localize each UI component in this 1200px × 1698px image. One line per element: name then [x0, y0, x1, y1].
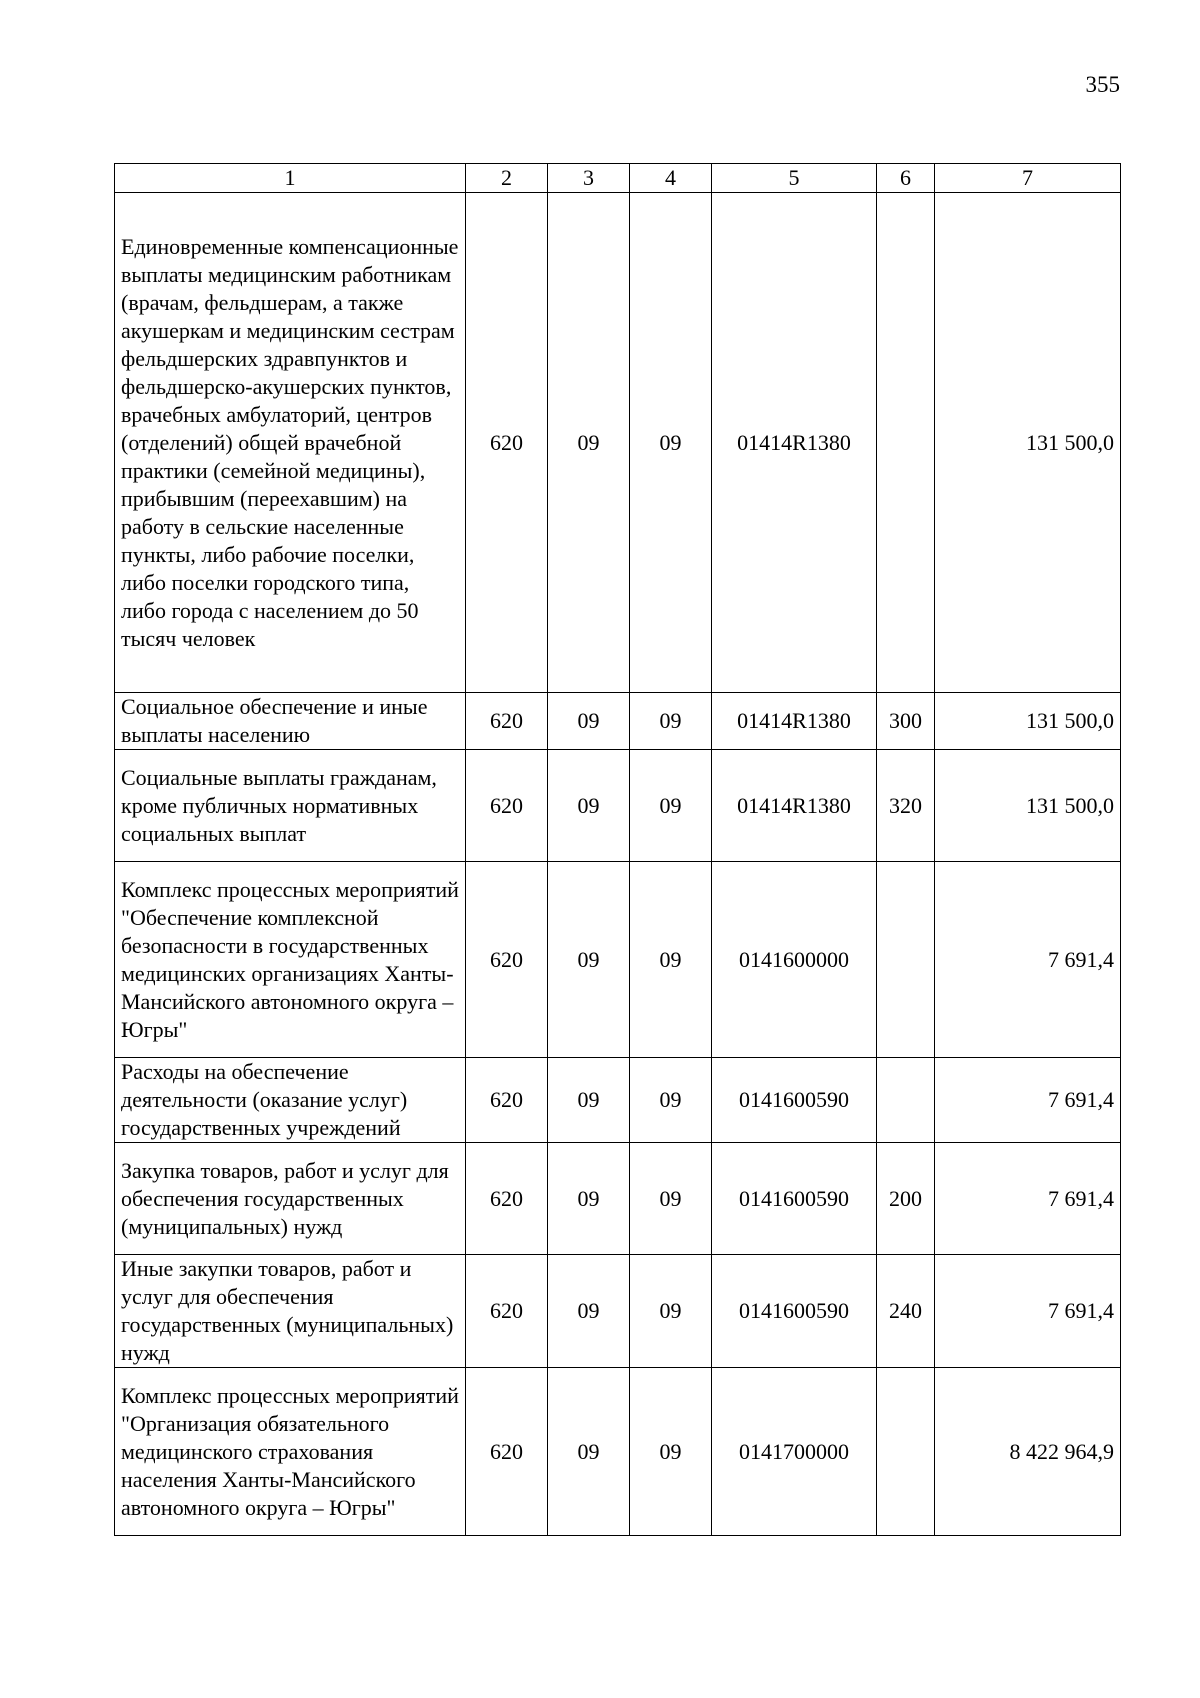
cell-col-7: 131 500,0 [935, 193, 1121, 693]
cell-col-4: 09 [630, 693, 712, 750]
cell-col-5: 0141600000 [712, 862, 877, 1058]
table-row [115, 862, 1121, 1058]
cell-col-4: 09 [630, 862, 712, 1058]
cell-col-4: 09 [630, 1058, 712, 1143]
cell-col-6 [877, 193, 935, 693]
cell-col-3: 09 [548, 1143, 630, 1255]
row-name: Социальные выплаты гражданам, кроме публичных нормативных социальных выплат [115, 750, 466, 862]
cell-col-5: 0141700000 [712, 1368, 877, 1536]
cell-col-6: 200 [877, 1143, 935, 1255]
cell-col-7: 7 691,4 [935, 1058, 1121, 1143]
table-row [115, 1058, 1121, 1143]
header-col-3: 3 [548, 164, 630, 193]
cell-col-3: 09 [548, 1058, 630, 1143]
cell-col-4: 09 [630, 750, 712, 862]
cell-col-6 [877, 1368, 935, 1536]
cell-col-2: 620 [466, 750, 548, 862]
cell-col-5: 01414R1380 [712, 193, 877, 693]
cell-col-6 [877, 862, 935, 1058]
table-row [115, 750, 1121, 862]
row-name: Социальное обеспечение и иные выплаты населению [115, 693, 466, 750]
cell-col-3: 09 [548, 193, 630, 693]
cell-col-4: 09 [630, 1143, 712, 1255]
cell-col-2: 620 [466, 1255, 548, 1368]
cell-col-7: 131 500,0 [935, 693, 1121, 750]
cell-col-5: 0141600590 [712, 1143, 877, 1255]
budget-table [114, 163, 1121, 1536]
page-number: 355 [1085, 72, 1120, 97]
cell-col-7: 7 691,4 [935, 1255, 1121, 1368]
cell-col-2: 620 [466, 862, 548, 1058]
table-row [115, 1143, 1121, 1255]
table-row [115, 1368, 1121, 1536]
cell-col-3: 09 [548, 693, 630, 750]
row-name: Расходы на обеспечение деятельности (оказание услуг) государственных учреждений [115, 1058, 466, 1143]
header-col-1: 1 [115, 164, 466, 193]
table-row [115, 1255, 1121, 1368]
cell-col-5: 01414R1380 [712, 693, 877, 750]
cell-col-4: 09 [630, 193, 712, 693]
cell-col-7: 131 500,0 [935, 750, 1121, 862]
cell-col-2: 620 [466, 193, 548, 693]
cell-col-5: 0141600590 [712, 1058, 877, 1143]
table-row [115, 193, 1121, 693]
header-col-7: 7 [935, 164, 1121, 193]
cell-col-2: 620 [466, 693, 548, 750]
cell-col-6 [877, 1058, 935, 1143]
header-col-4: 4 [630, 164, 712, 193]
header-col-2: 2 [466, 164, 548, 193]
cell-col-3: 09 [548, 862, 630, 1058]
cell-col-5: 01414R1380 [712, 750, 877, 862]
cell-col-5: 0141600590 [712, 1255, 877, 1368]
cell-col-4: 09 [630, 1255, 712, 1368]
row-name: Единовременные компенсационные выплаты медицинским работникам (врачам, фельдшерам, а также акушеркам и медицинским сестрам фельдшерских здравпунктов и фельдшерско-акушерских пунктов, врачебных амбулаторий, центров (отделений) общей врачебной практики (семейной медицины), прибывшим (переехавшим) на работу в сельские населенные пункты, либо рабочие поселки, либо поселки городского типа, либо города с населением до 50 тысяч человек [115, 193, 466, 693]
cell-col-6: 240 [877, 1255, 935, 1368]
header-col-6: 6 [877, 164, 935, 193]
cell-col-4: 09 [630, 1368, 712, 1536]
cell-col-7: 8 422 964,9 [935, 1368, 1121, 1536]
cell-col-6: 300 [877, 693, 935, 750]
cell-col-3: 09 [548, 1255, 630, 1368]
row-name: Закупка товаров, работ и услуг для обеспечения государственных (муниципальных) нужд [115, 1143, 466, 1255]
row-name: Иные закупки товаров, работ и услуг для обеспечения государственных (муниципальных) нужд [115, 1255, 466, 1368]
header-row [115, 164, 1121, 193]
row-name: Комплекс процессных мероприятий "Организация обязательного медицинского страхования населения Ханты-Мансийского автономного округа – Югры" [115, 1368, 466, 1536]
cell-col-3: 09 [548, 1368, 630, 1536]
cell-col-2: 620 [466, 1368, 548, 1536]
cell-col-7: 7 691,4 [935, 862, 1121, 1058]
cell-col-2: 620 [466, 1058, 548, 1143]
cell-col-2: 620 [466, 1143, 548, 1255]
table-row [115, 693, 1121, 750]
cell-col-3: 09 [548, 750, 630, 862]
row-name: Комплекс процессных мероприятий "Обеспечение комплексной безопасности в государственных медицинских организациях Ханты-Мансийского автономного округа – Югры" [115, 862, 466, 1058]
cell-col-7: 7 691,4 [935, 1143, 1121, 1255]
header-col-5: 5 [712, 164, 877, 193]
cell-col-6: 320 [877, 750, 935, 862]
